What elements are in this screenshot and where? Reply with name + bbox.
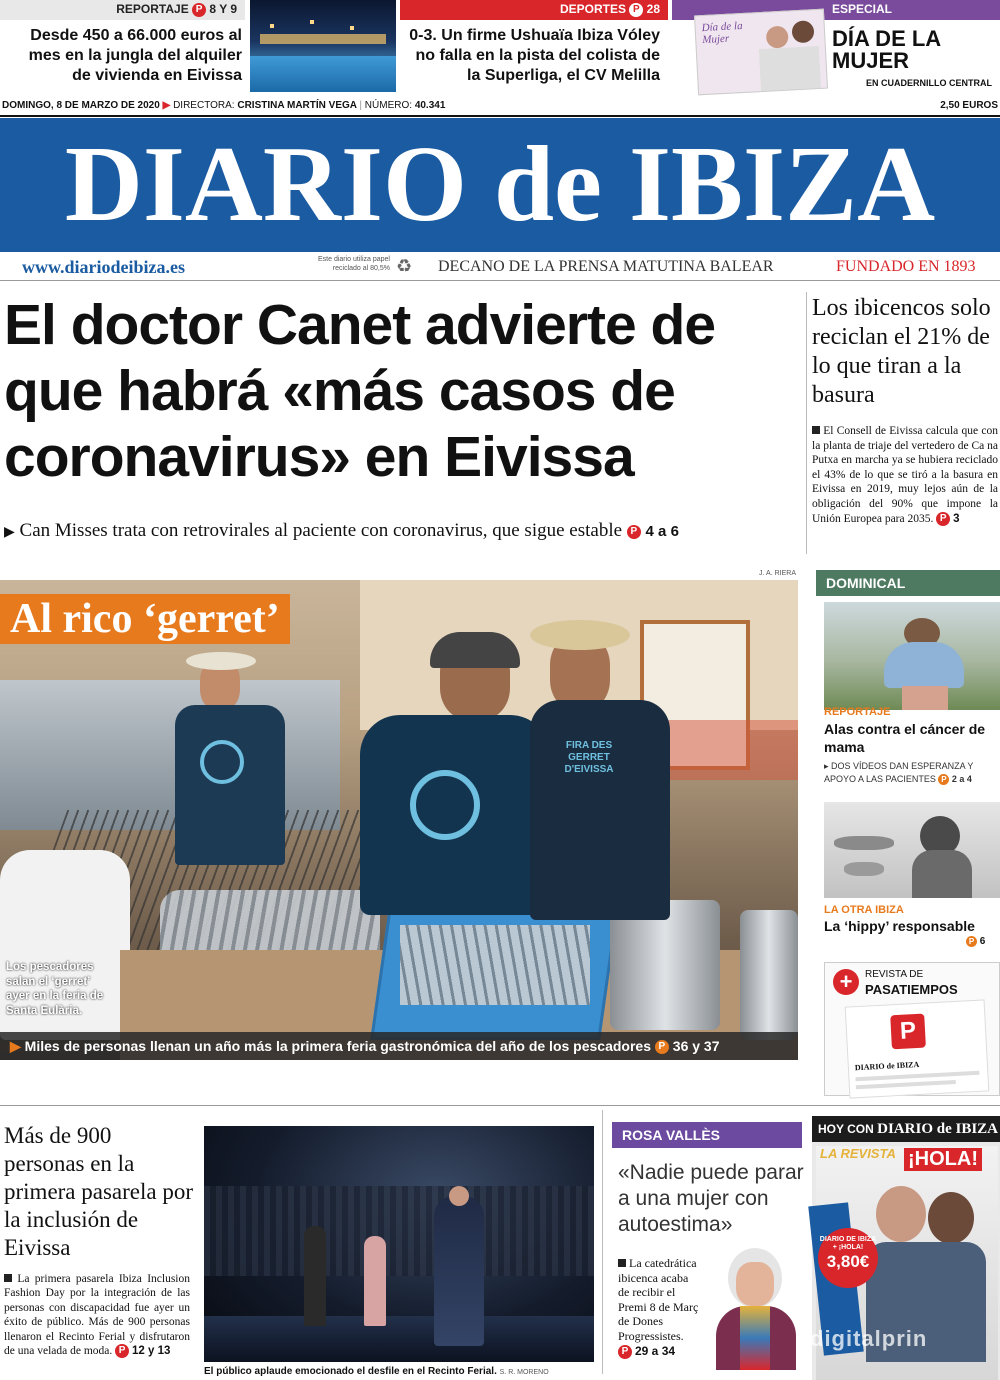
thumb-text: Día de la Mujer: [701, 19, 743, 47]
dominical-item2-pages-wrap: [966, 936, 985, 947]
hola-logo: ¡HOLA!: [904, 1148, 982, 1171]
hola-tag-label: HOY CON: [818, 1122, 874, 1136]
gerret-label: Al rico ‘gerret’: [0, 594, 290, 644]
page-badge-icon: P: [192, 3, 206, 17]
page-badge-icon: P: [115, 1344, 129, 1358]
gerret-caption: Los pescadores salan el ‘gerret’ ayer en la feria de Santa Eulària.: [6, 961, 104, 1017]
page-badge-icon: P: [936, 512, 950, 526]
teaser-tag-label: ESPECIAL: [832, 2, 893, 16]
page-badge-icon: P: [966, 936, 977, 947]
dominical-item2-title[interactable]: La ‘hippy’ responsable: [824, 918, 975, 934]
pasatiempos-logo: DIARIO de IBIZA: [854, 1059, 920, 1073]
teaser-reportaje[interactable]: [0, 0, 396, 92]
director-name: CRISTINA MARTÍN VEGA: [237, 100, 357, 111]
rosa-portrait: [706, 1240, 806, 1370]
pasatiempos-line2: PASATIEMPOS: [865, 982, 958, 997]
recycle-pages: 3: [953, 512, 960, 525]
page-badge-icon: P: [938, 774, 949, 785]
lead-subhead: [4, 520, 794, 542]
rosa-tag: ROSA VALLÈS: [612, 1122, 802, 1148]
teaser-title: 0-3. Un firme Ushuaïa Ibiza Vóley no falla en la pista del colista de la Superliga, el CV Melilla: [409, 27, 660, 84]
dominical-photo-wings: [824, 602, 1000, 710]
pasarela-headline[interactable]: Más de 900 personas en la primera pasarela por la inclusión de Eivissa: [4, 1123, 194, 1260]
dateline: DOMINGO, 8 DE MARZO DE 2020 ▶ DIRECTORA: CRISTINA MARTÍN VEGA | NÚMERO: 40.341 2,50 EUROS: [0, 95, 1000, 117]
rosa-body: [618, 1256, 700, 1359]
dominical-photo-hippy: [824, 802, 1000, 898]
recycle-icon: ♻: [396, 256, 413, 276]
rosa-pages: 29 a 34: [635, 1343, 676, 1358]
dominical-item2-kicker: LA OTRA IBIZA: [824, 904, 904, 916]
rosa-quote[interactable]: «Nadie puede parar a una mujer con autoestima»: [618, 1161, 804, 1236]
pasarela-caption-line: [204, 1366, 594, 1377]
teaser-photo-pool: [250, 0, 396, 92]
page-badge-icon: P: [618, 1345, 632, 1359]
founded-label: FUNDADO EN 1893: [836, 258, 976, 275]
issue-number: 40.341: [414, 100, 446, 111]
hola-price: 3,80€: [826, 1252, 870, 1271]
arrow-right-icon: ▶: [4, 525, 15, 540]
pasarela-credit: S. R. MORENO: [499, 1369, 549, 1376]
hola-tag-brand: DIARIO de IBIZA: [877, 1121, 998, 1137]
teaser-tag-label: DEPORTES: [559, 2, 626, 16]
teaser-pages: 28: [646, 2, 660, 16]
teaser-tag: [400, 0, 668, 20]
rosa-body-text: La catedrática ibicenca acaba de recibir el Premi 8 de Març de Dones Progressistes.: [618, 1256, 699, 1343]
shirt-print: FIRA DES GERRET D'EIVISSA: [564, 740, 614, 775]
page-badge-icon: P: [655, 1040, 669, 1054]
number-label: NÚMERO:: [364, 100, 413, 111]
hola-price-line: DIARIO DE IBIZA + ¡HOLA!: [819, 1236, 877, 1251]
dominical-item1-sub-text: DOS VÍDEOS DAN ESPERANZA Y APOYO A LAS PACIENTES: [824, 761, 974, 784]
dominical-item1-kicker: REPORTAJE: [824, 706, 891, 718]
dominical-item1-sub: [824, 760, 1000, 786]
teaser-tag: [0, 0, 245, 20]
pasatiempos-box[interactable]: [824, 962, 1000, 1096]
dominical-box: [816, 570, 1000, 1100]
hola-revista: LA REVISTA: [820, 1146, 896, 1161]
issue-date: DOMINGO, 8 DE MARZO DE 2020: [2, 100, 160, 111]
pasarela-body-text: La primera pasarela Ibiza Inclusion Fashion Day por la integración de las personas con discapacidad fue ayer un éxito de público. Más de 900 personas llenaron el Recinto Ferial y disfrutaron de una velada de moda.: [4, 1273, 191, 1358]
pasatiempos-line1: REVISTA DE: [865, 969, 924, 980]
recycled-note: Este diario utiliza papel reciclado al 80,5%: [318, 256, 390, 272]
masthead-subline: [0, 255, 1000, 281]
teaser-especial[interactable]: [672, 0, 1000, 92]
arrow-right-icon: ▶: [10, 1038, 21, 1054]
recycle-body-text: El Consell de Eivissa calcula que con la planta de triaje del vertedero de Ca na Putxa en marcha ya se hubiera reciclado el 43% de lo que se tiró a la basura en Eivissa en 2019, muy lejos aún de la obligación del 90% que impone la Unión Europea para 2035.: [812, 425, 999, 525]
gerret-bar[interactable]: [0, 1032, 798, 1060]
column-divider: [602, 1110, 603, 1374]
dominical-item2-pages: 6: [979, 936, 986, 948]
arrow-right-icon: ▸: [824, 761, 829, 771]
dominical-tag: DOMINICAL: [816, 570, 1000, 596]
lead-headline[interactable]: El doctor Canet advierte de que habrá «más casos de coronavirus» en Eivissa: [4, 293, 716, 489]
lead-subhead-text: Can Misses trata con retrovirales al paciente con coronavirus, que sigue estable: [19, 520, 623, 541]
pasarela-pages: 12 y 13: [132, 1345, 171, 1358]
dominical-item1-pages: 2 a 4: [951, 774, 972, 784]
teaser-deportes[interactable]: [400, 0, 668, 92]
recycle-headline[interactable]: Los ibicencos solo reciclan el 21% de lo que tiran a la basura: [812, 295, 991, 408]
plus-icon: +: [833, 969, 859, 995]
especial-title: DÍA DE LA MUJER: [832, 26, 941, 73]
masthead: [0, 118, 1000, 252]
arrow-right-icon: ▶: [162, 100, 171, 111]
decano-label: DECANO DE LA PRENSA MATUTINA BALEAR: [438, 258, 774, 275]
lead-pages: 4 a 6: [645, 523, 679, 540]
column-divider: [806, 292, 807, 554]
website-link[interactable]: www.diariodeibiza.es: [22, 257, 186, 277]
page-badge-icon: P: [627, 525, 641, 539]
especial-subtitle: EN CUADERNILLO CENTRAL: [866, 78, 992, 88]
gerret-bar-text: Miles de personas llenan un año más la primera feria gastronómica del año de los pescadores: [24, 1038, 651, 1054]
hola-box[interactable]: [812, 1116, 1000, 1380]
hola-watermark: digitalprin: [810, 1326, 928, 1351]
pasarela-caption-text: El público aplaude emocionado el desfile en el Recinto Ferial.: [204, 1366, 497, 1377]
page-badge-icon: P: [629, 3, 643, 17]
director-label: DIRECTORA:: [173, 100, 235, 111]
photo-credit: J. A. RIERA: [759, 570, 796, 577]
gerret-pages: 36 y 37: [672, 1038, 720, 1054]
pasatiempos-cover: P DIARIO de IBIZA: [845, 999, 990, 1098]
masthead-title: DIARIO de IBIZA: [64, 125, 936, 244]
recycle-body: [812, 424, 998, 526]
hola-cover: [810, 1146, 998, 1380]
hola-price-badge: [818, 1228, 878, 1288]
dominical-item1-title[interactable]: Alas contra el cáncer de mama: [824, 721, 986, 755]
pasarela-photo: [204, 1126, 594, 1362]
hola-tag: [812, 1116, 1000, 1142]
teaser-thumb-dia-mujer: [694, 9, 828, 96]
gerret-photo: [0, 580, 798, 1060]
issue-price: 2,50 EUROS: [940, 100, 998, 111]
teaser-title: Desde 450 a 66.000 euros al mes en la jungla del alquiler de vivienda en Eivissa: [28, 27, 242, 84]
teaser-tag-label: REPORTAJE: [116, 2, 189, 16]
teaser-pages: 8 Y 9: [209, 2, 237, 16]
pasarela-body: [4, 1272, 190, 1358]
